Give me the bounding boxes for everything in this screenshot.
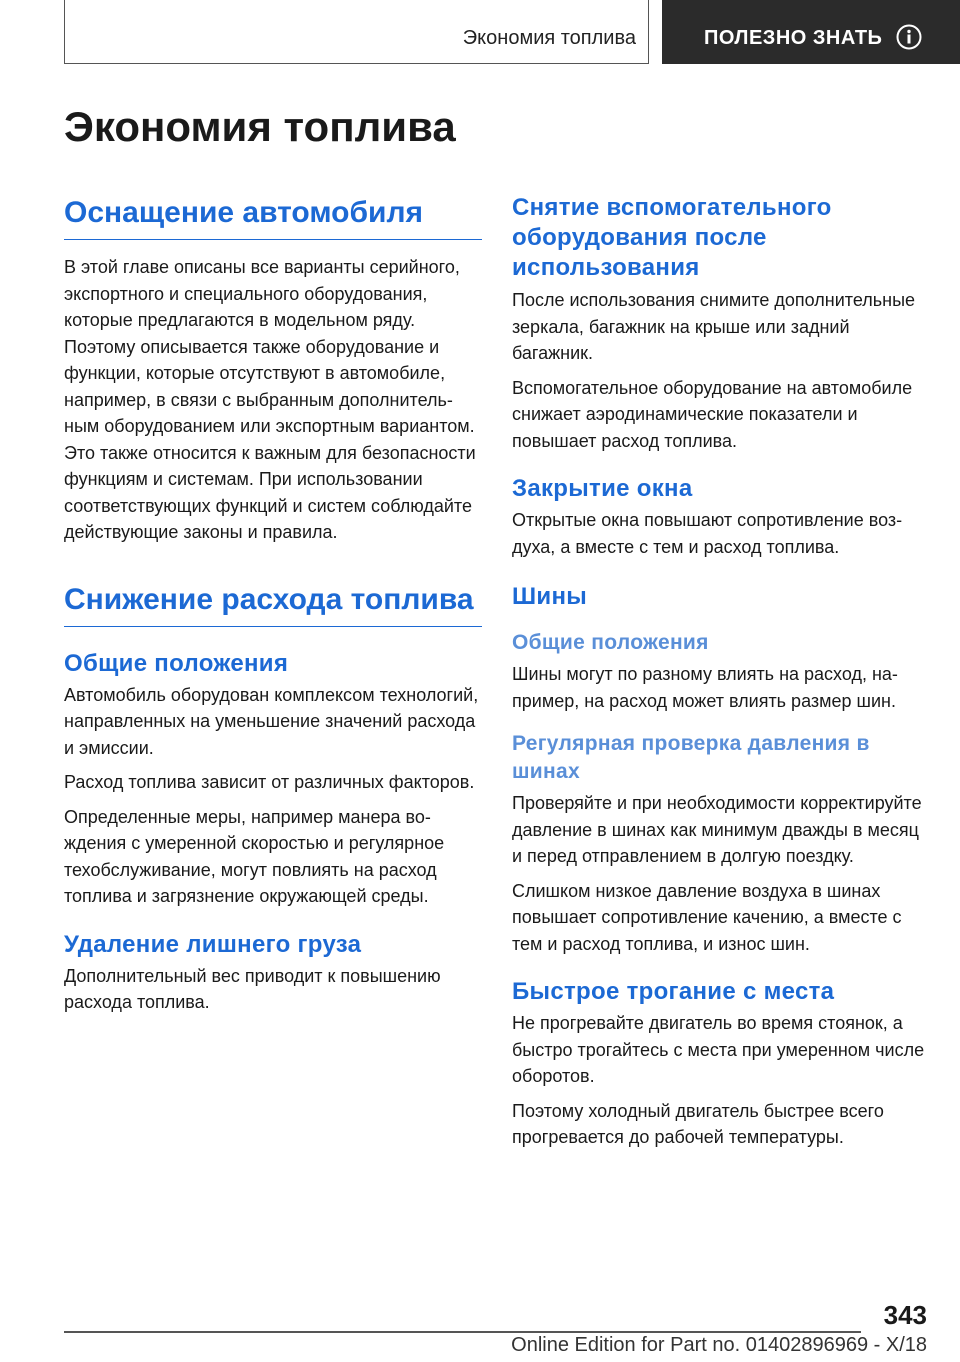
info-circle-icon — [896, 24, 922, 50]
heading-equipment: Оснащение автомобиля — [64, 193, 482, 240]
paragraph-check-pressure: Проверяйте и при необходимости корректируйте давление в шинах как минимум дважды в месяц и перед отправлением в долгую поездку. — [512, 793, 922, 866]
paragraph-measures: Определенные меры, например манера вождения с умеренной скоростью и регулярное техобслуживание, могут повлиять на расход топлива и загрязнение окружающей среды. — [64, 806, 445, 906]
right-column — [512, 193, 930, 1151]
heading-quick-start: Быстрое трогание с места — [512, 978, 835, 1005]
heading-reduce-consumption: Снижение расхода топлива — [64, 580, 482, 627]
header-section-tab — [64, 0, 649, 64]
heading-removal: Снятие вспомогательного оборудования после использования — [512, 194, 832, 281]
header-category-tab — [662, 0, 960, 64]
subheading-tire-pressure: Регулярная проверка давления в шинах — [512, 732, 870, 783]
heading-windows: Закрытие окна — [512, 475, 693, 502]
paragraph-aerodynamics: Вспомогательное оборудование на автомобиле снижает аэродинамические показатели и повышает расход топлива. — [512, 377, 913, 451]
paragraph-windows: Открытые окна повышают сопротивление воздуха, а вместе с тем и расход топлива. — [512, 510, 903, 557]
page-title: Экономия топлива — [64, 103, 456, 150]
subheading-cargo: Удаление лишнего груза — [64, 930, 362, 958]
paragraph-equipment: В этой главе описаны все варианты серийного, экспортного и специального оборудования, которые предлагаются в модельном ряду. Поэтому описывается также оборудование и функции, которые отсутствуют в автомобиле, например, в связи с выбранным дополнительным оборудованием или экспортным вариантом. Это также относится к важным для безопасности функциям и системам. При использовании соответствующих функций и систем соблюдайте действующие законы и правила. — [64, 257, 476, 542]
paragraph-low-pressure: Слишком низкое давление воздуха в шинах повышает сопротивление качению, а вместе с тем и расход топлива, и износ шин. — [512, 880, 902, 954]
header-category-label: ПОЛЕЗНО ЗНАТЬ — [704, 27, 883, 49]
paragraph-cold-engine: Поэтому холодный двигатель быстрее всего прогревается до рабочей температуры. — [512, 1100, 884, 1147]
paragraph-technologies: Автомобиль оборудован комплексом технологий, направленных на уменьшение значений расхода и эмиссии. — [64, 684, 479, 758]
page-number: 343 — [883, 1300, 927, 1330]
footer-edition: Online Edition for Part no. 01402896969 - X/18 — [511, 1334, 927, 1356]
paragraph-no-warmup: Не прогревайте двигатель во время стоянок, а быстро трогайтесь с места при умеренном числе оборотов. — [512, 1013, 925, 1086]
subheading-tires-general: Общие положения — [512, 631, 709, 654]
footer-divider — [64, 1331, 861, 1333]
subheading-general: Общие положения — [64, 649, 289, 677]
paragraph-factors: Расход топлива зависит от различных факторов. — [64, 772, 475, 792]
left-column — [64, 193, 482, 1016]
header-section-label: Экономия топлива — [462, 27, 636, 49]
paragraph-remove-accessories: После использования снимите дополнительные зеркала, багажник на крыше или задний багажник. — [512, 290, 916, 363]
paragraph-tires: Шины могут по разному влиять на расход, например, на расход может влиять размер шин. — [512, 664, 898, 711]
paragraph-weight: Дополнительный вес приводит к повышению расхода топлива. — [64, 965, 441, 1012]
heading-tires: Шины — [512, 583, 588, 610]
